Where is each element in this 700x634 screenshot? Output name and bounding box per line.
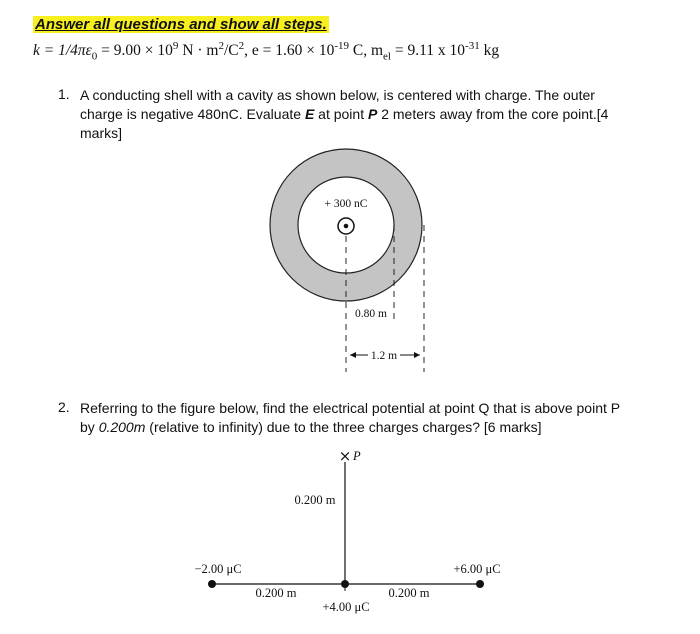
- left-distance-label: 0.200 m: [255, 586, 297, 600]
- point-p-label: P: [353, 449, 361, 463]
- shell-figure: [270, 149, 424, 372]
- question-2-number: 2.: [58, 399, 70, 415]
- right-charge-label: +6.00 μC: [453, 562, 501, 576]
- point-p-marker: ×: [338, 447, 352, 465]
- constants-line: $k = 1/4\pi\varepsilon_0 = 9.00 \times 10^9$ $N \cdot m^2/C^2$, $e = 1.60 \times 10^{-19}$ C, $m_{el} = 9.11$ x $10^{-31}$ kg: [33, 40, 500, 63]
- instructions-heading: Answer all questions and show all steps.: [35, 16, 327, 33]
- left-charge-label: −2.00 μC: [194, 562, 242, 576]
- right-distance-label: 0.200 m: [388, 586, 430, 600]
- center-charge-dot: [344, 224, 349, 229]
- vertical-distance-label: 0.200 m: [294, 493, 336, 507]
- charge-label: + 300 nC: [324, 198, 368, 210]
- question-1-number: 1.: [58, 86, 70, 102]
- center-charge-label: +4.00 μC: [322, 600, 370, 614]
- outer-radius-label: 1.2 m: [370, 350, 398, 362]
- question-1-text: A conducting shell with a cavity as shown below, is centered with charge. The outer charge is negative 480nC. Evaluate E at point P 2 meters away from the core point.[4 marks]: [80, 87, 609, 141]
- arrowhead-left: [350, 352, 356, 358]
- right-charge-dot: [476, 580, 484, 588]
- left-charge-dot: [208, 580, 216, 588]
- charges-figure: [194, 447, 500, 614]
- question-2-text: Referring to the figure below, find the electrical potential at point Q that is above point P by 0.200m (relative to infinity) due to the three charges charges? [6 marks]: [80, 400, 620, 435]
- arrowhead-right: [414, 352, 420, 358]
- inner-radius-label: 0.80 m: [355, 308, 387, 320]
